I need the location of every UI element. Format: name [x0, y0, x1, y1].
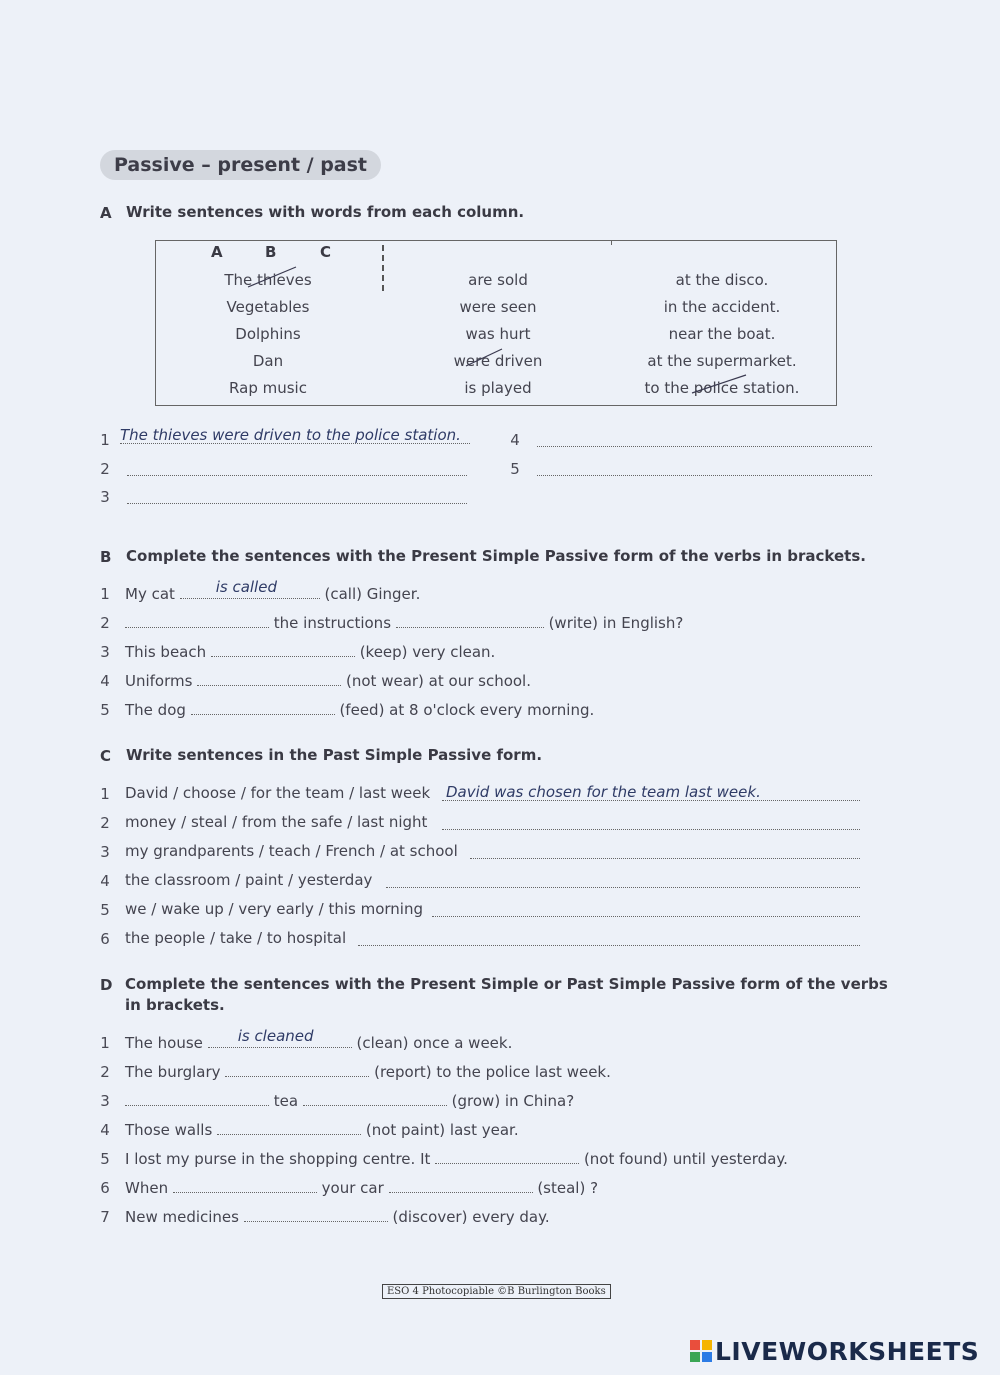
sentence-text: (report) to the police last week.	[374, 1063, 611, 1081]
answer-field-a3[interactable]	[127, 485, 467, 504]
sentence-d3	[125, 1091, 574, 1110]
answer-text: is called	[215, 578, 277, 596]
answer-field-a4[interactable]	[537, 428, 872, 447]
answer-field-c2[interactable]	[442, 811, 860, 830]
section-b-instruction: Complete the sentences with the Present Simple Passive form of the verbs in brackets.	[126, 547, 866, 565]
sentence-text: The dog	[125, 701, 186, 719]
answer-field-d7[interactable]	[244, 1207, 388, 1222]
column-header-c: C	[320, 243, 332, 261]
sentence-text: Uniforms	[125, 672, 193, 690]
answer-field-d1[interactable]	[208, 1027, 352, 1048]
sentence-text: When	[125, 1179, 169, 1197]
item-number: 3	[100, 843, 110, 861]
sentence-text: I lost my purse in the shopping centre. It	[125, 1150, 431, 1168]
section-a-instruction: Write sentences with words from each column.	[126, 203, 525, 221]
answer-field-b2b[interactable]	[396, 613, 544, 628]
sentence-text: (grow) in China?	[451, 1092, 575, 1110]
answer-text: The thieves were driven to the police station.	[120, 426, 461, 444]
item-number: 5	[510, 460, 520, 478]
answer-field-c5[interactable]	[432, 898, 860, 917]
sentence-d1	[125, 1027, 513, 1052]
sentence-text: My cat	[125, 585, 175, 603]
col-b-item: were driven	[453, 352, 543, 370]
column-header-a: A	[211, 243, 223, 261]
item-number: 6	[100, 930, 110, 948]
sentence-text: (clean) once a week.	[356, 1034, 513, 1052]
answer-field-a1[interactable]	[120, 425, 470, 444]
col-a-item: Vegetables	[226, 298, 310, 316]
answer-field-c3[interactable]	[470, 840, 860, 859]
sentence-d6	[125, 1178, 598, 1197]
answer-field-c4[interactable]	[386, 869, 860, 888]
item-number: 4	[100, 672, 110, 690]
answer-field-c6[interactable]	[358, 927, 860, 946]
item-number: 4	[100, 872, 110, 890]
sentence-b1	[125, 578, 421, 603]
sentence-text: your car	[321, 1179, 384, 1197]
sentence-d4	[125, 1120, 519, 1139]
section-c-instruction: Write sentences in the Past Simple Passive form.	[126, 746, 543, 764]
col-b-item: are sold	[468, 271, 528, 289]
item-number: 4	[510, 431, 520, 449]
item-number: 2	[100, 614, 110, 632]
section-d-instruction-cont: in brackets.	[125, 996, 225, 1014]
section-d-instruction: Complete the sentences with the Present Simple or Past Simple Passive form of the verbs	[125, 975, 888, 993]
col-c-item: in the accident.	[663, 298, 781, 316]
answer-field-d3b[interactable]	[303, 1091, 447, 1106]
sentence-b5	[125, 700, 594, 719]
col-a-item: Dolphins	[235, 325, 301, 343]
item-number: 4	[100, 1121, 110, 1139]
item-number: 2	[100, 1063, 110, 1081]
prompt-c2: money / steal / from the safe / last night	[125, 813, 428, 831]
col-c-item: at the supermarket.	[647, 352, 797, 370]
answer-field-d5[interactable]	[435, 1149, 579, 1164]
col-b-item: were seen	[459, 298, 537, 316]
item-number: 7	[100, 1208, 110, 1226]
prompt-c1: David / choose / for the team / last week	[125, 784, 431, 802]
answer-field-d6b[interactable]	[389, 1178, 533, 1193]
sentence-text: (discover) every day.	[392, 1208, 550, 1226]
answer-field-d2[interactable]	[225, 1062, 369, 1077]
answer-field-b3[interactable]	[211, 642, 355, 657]
answer-text: David was chosen for the team last week.	[446, 783, 761, 801]
item-number: 2	[100, 460, 110, 478]
sentence-text: (keep) very clean.	[359, 643, 496, 661]
sentence-d5	[125, 1149, 788, 1168]
item-number: 5	[100, 1150, 110, 1168]
crossout-mark	[692, 375, 746, 393]
section-a-letter: A	[100, 204, 112, 222]
prompt-c5: we / wake up / very early / this morning	[125, 900, 423, 918]
column-header-b: B	[265, 243, 277, 261]
answer-field-d4[interactable]	[217, 1120, 361, 1135]
word-columns-table	[155, 240, 837, 406]
answer-field-d6a[interactable]	[173, 1178, 317, 1193]
answer-field-b4[interactable]	[197, 671, 341, 686]
sentence-text: This beach	[125, 643, 207, 661]
sentence-text: The burglary	[125, 1063, 221, 1081]
answer-field-b2a[interactable]	[125, 613, 269, 628]
crossout-mark	[248, 267, 296, 287]
item-number: 1	[100, 785, 110, 803]
answer-field-a2[interactable]	[127, 457, 467, 476]
answer-text: is cleaned	[237, 1027, 314, 1045]
answer-field-d3a[interactable]	[125, 1091, 269, 1106]
liveworksheets-brand[interactable]	[690, 1336, 979, 1366]
section-c-letter: C	[100, 747, 112, 765]
sentence-b3	[125, 642, 495, 661]
answer-field-a5[interactable]	[537, 457, 872, 476]
sentence-text: (steal) ?	[537, 1179, 599, 1197]
sentence-text: (not wear) at our school.	[346, 672, 531, 690]
sentence-text: the instructions	[273, 614, 392, 632]
col-c-item: to the police station.	[644, 379, 800, 397]
prompt-c6: the people / take / to hospital	[125, 929, 347, 947]
answer-field-b5[interactable]	[191, 700, 335, 715]
sentence-text: The house	[125, 1034, 203, 1052]
sentence-text: tea	[273, 1092, 299, 1110]
answer-field-c1[interactable]	[442, 782, 860, 801]
col-a-item: Rap music	[229, 379, 307, 397]
col-a-item: The thieves	[224, 271, 312, 289]
brand-text: LIVEWORKSHEETS	[715, 1336, 980, 1366]
col-b-item: was hurt	[465, 325, 531, 343]
section-b-letter: B	[100, 548, 112, 566]
item-number: 1	[100, 431, 110, 449]
crossout-marks	[156, 241, 838, 407]
item-number: 3	[100, 488, 110, 506]
sentence-b2	[125, 613, 683, 632]
sentence-text: New medicines	[125, 1208, 239, 1226]
section-d-letter: D	[100, 976, 113, 994]
page-title: Passive – present / past	[100, 150, 381, 180]
col-a-item: Dan	[252, 352, 284, 370]
item-number: 3	[100, 1092, 110, 1110]
sentence-text: (feed) at 8 o'clock every morning.	[339, 701, 595, 719]
prompt-c4: the classroom / paint / yesterday	[125, 871, 373, 889]
copyright-footer: ESO 4 Photocopiable ©B Burlington Books	[382, 1284, 611, 1299]
item-number: 5	[100, 701, 110, 719]
sentence-b4	[125, 671, 531, 690]
col-c-item: near the boat.	[668, 325, 776, 343]
liveworksheets-logo-icon	[690, 1340, 712, 1362]
item-number: 1	[100, 1034, 110, 1052]
sentence-d2	[125, 1062, 611, 1081]
item-number: 2	[100, 814, 110, 832]
sentence-text: (not paint) last year.	[365, 1121, 519, 1139]
item-number: 5	[100, 901, 110, 919]
item-number: 3	[100, 643, 110, 661]
prompt-c3: my grandparents / teach / French / at school	[125, 842, 458, 860]
col-b-item: is played	[464, 379, 532, 397]
item-number: 1	[100, 585, 110, 603]
sentence-text: Those walls	[125, 1121, 213, 1139]
sentence-text: (call) Ginger.	[324, 585, 421, 603]
col-c-item: at the disco.	[675, 271, 769, 289]
answer-field-b1[interactable]	[180, 578, 320, 599]
crossout-mark	[466, 349, 502, 366]
sentence-text: (not found) until yesterday.	[583, 1150, 788, 1168]
sentence-d7	[125, 1207, 550, 1226]
sentence-text: (write) in English?	[548, 614, 684, 632]
item-number: 6	[100, 1179, 110, 1197]
